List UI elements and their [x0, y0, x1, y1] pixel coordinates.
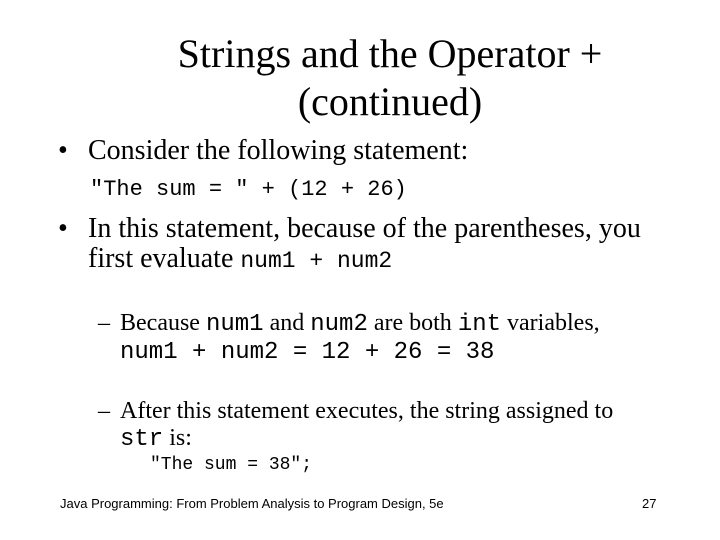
- slide-title: [0, 30, 720, 126]
- footer-text: Java Programming: From Problem Analysis to Program Design, 5e: [60, 496, 444, 511]
- bullet-text: Consider the following statement:: [88, 135, 469, 166]
- inline-code-equation: num1 + num2 = 12 + 26 = 38: [120, 339, 495, 366]
- bullet-symbol: •: [58, 135, 68, 166]
- title-line-1: Strings and the Operator +: [177, 31, 603, 76]
- code-result: "The sum = 38";: [150, 455, 313, 475]
- text-part: Because: [120, 310, 206, 336]
- inline-code-num1-plus-num2: num1 + num2: [240, 248, 393, 274]
- text-part: are both: [367, 310, 458, 336]
- sub-bullet-symbol: –: [98, 398, 110, 424]
- bullet-text: [88, 214, 648, 276]
- inline-code-str: str: [120, 426, 164, 453]
- page-number: 27: [642, 496, 657, 511]
- code-statement: "The sum = " + (12 + 26): [90, 177, 407, 202]
- sub-bullet-symbol: –: [98, 310, 110, 336]
- text-part: is:: [163, 425, 192, 451]
- text-part: After this statement executes, the string assigned to: [120, 398, 614, 424]
- bullet-text-part: In this statement, because of the parentheses, you first evaluate: [88, 213, 641, 274]
- sub-bullet-text: [120, 398, 640, 453]
- inline-code-num2: num2: [310, 311, 368, 338]
- bullet-symbol: •: [58, 213, 68, 244]
- inline-code-num1: num1: [205, 311, 264, 338]
- text-part: variables,: [501, 310, 600, 336]
- sub-bullet-text: [120, 310, 640, 366]
- text-part: and: [263, 310, 311, 336]
- title-line-2: (continued): [297, 79, 483, 124]
- inline-code-int: int: [457, 311, 502, 338]
